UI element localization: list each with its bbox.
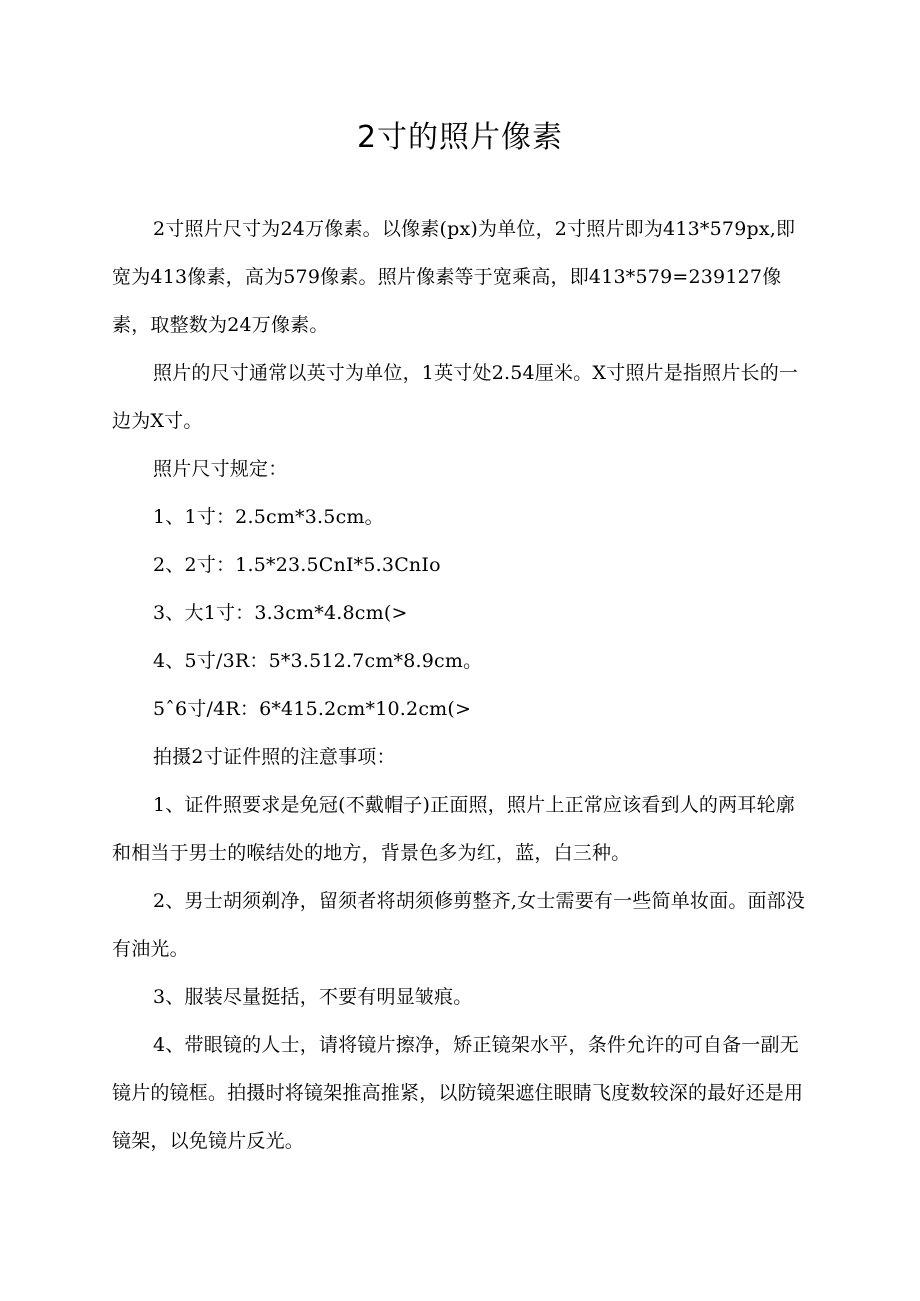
paragraph-size-rules-heading: 照片尺寸规定： xyxy=(153,458,288,480)
paragraph-inch-definition: 照片的尺寸通常以英寸为单位，1英寸处2.54厘米。X寸照片是指照片长的一边为X寸。 xyxy=(112,362,799,432)
list-item-note-3: 3、服装尽量挺括，不要有明显皱痕。 xyxy=(153,986,473,1008)
paragraph-pixel-info: 2寸照片尺寸为24万像素。以像素(px)为单位，2寸照片即为413*579px,即宽为413像素，高为579像素。照片像素等于宽乘高，即413*579=239127像素，取整数为24万像素。 xyxy=(112,218,796,336)
list-item-size-4: 4、5寸/3R：5*3.512.7cm*8.9cm。 xyxy=(153,650,483,672)
paragraph-notes-heading: 拍摄2寸证件照的注意事项： xyxy=(153,746,396,768)
page-title: 2寸的照片像素 xyxy=(356,120,564,155)
list-item-size-3: 3、大1寸：3.3cm*4.8cm(> xyxy=(153,602,408,624)
list-item-size-2: 2、2寸：1.5*23.5CnI*5.3CnIo xyxy=(153,554,441,576)
list-item-size-5: 5ˆ6寸/4R：6*415.2cm*10.2cm(> xyxy=(153,698,472,720)
list-item-note-2: 2、男士胡须剃净，留须者将胡须修剪整齐,女士需要有一些简单妆面。面部没有油光。 xyxy=(112,890,806,960)
list-item-note-1: 1、证件照要求是免冠(不戴帽子)正面照，照片上正常应该看到人的两耳轮廓和相当于男士的喉结处的地方，背景色多为红，蓝，白三种。 xyxy=(112,794,795,864)
document-body xyxy=(112,205,812,1165)
list-item-note-4: 4、带眼镜的人士，请将镜片擦净，矫正镜架水平，条件允许的可自备一副无镜片的镜框。拍摄时将镜架推高推紧，以防镜架遮住眼睛飞度数较深的最好还是用镜架，以免镜片反光。 xyxy=(112,1034,804,1152)
list-item-size-1: 1、1寸：2.5cm*3.5cm。 xyxy=(153,506,384,528)
